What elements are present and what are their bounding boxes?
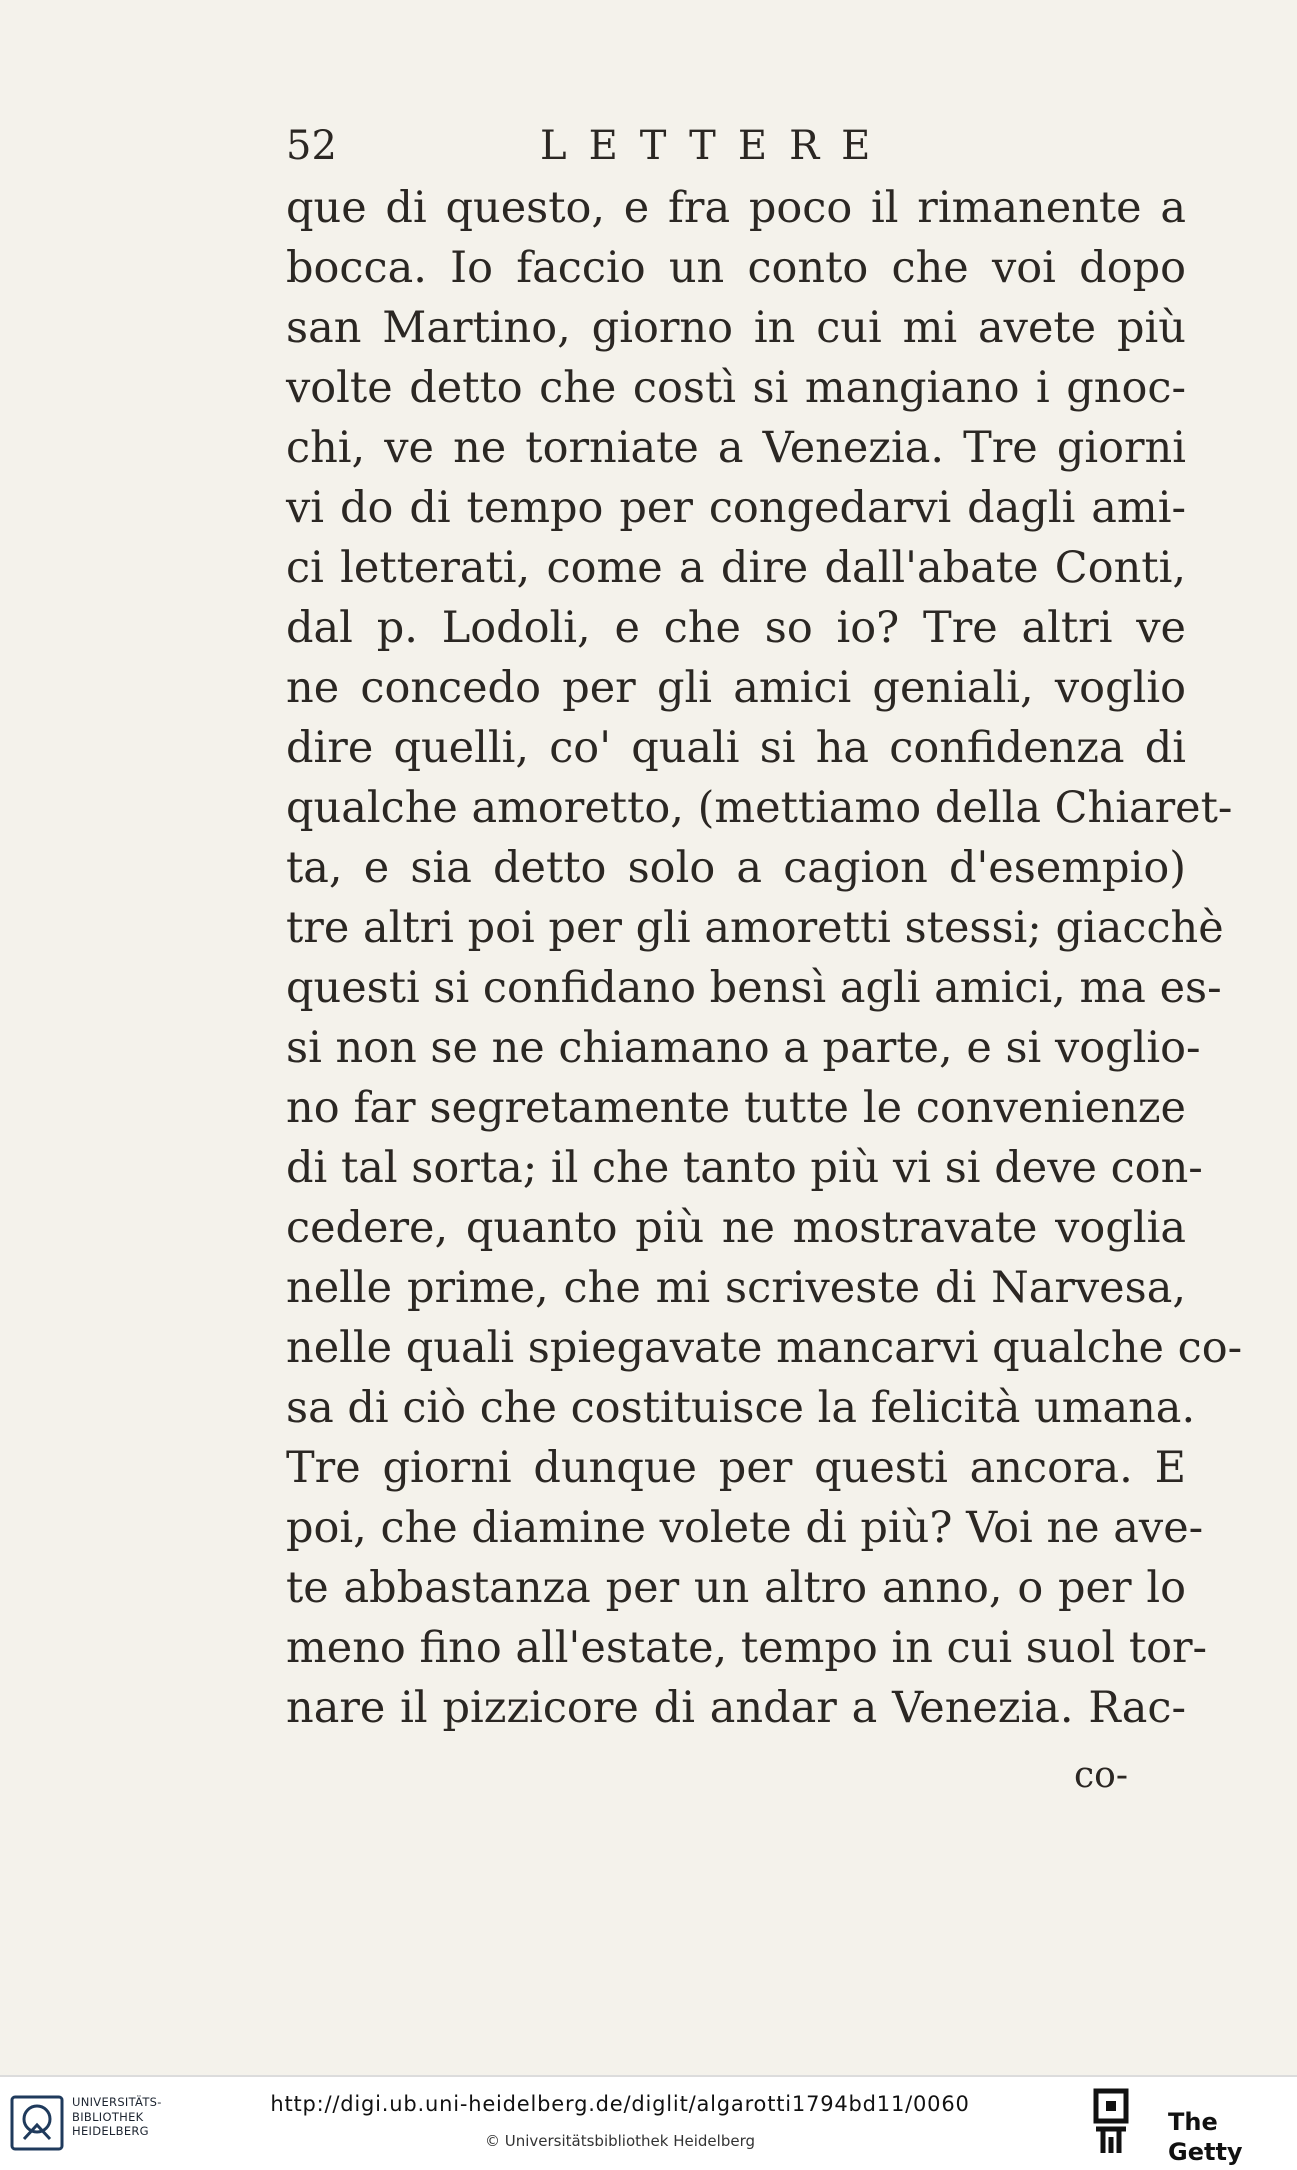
text-line: nare il pizzicore di andar a Venezia. Rac- xyxy=(286,1683,1186,1733)
text-line: di tal sorta; il che tanto più vi si deve con- xyxy=(286,1143,1203,1193)
text-line: questi si confidano bensì agli amici, ma es- xyxy=(286,963,1222,1013)
university-seal-icon xyxy=(10,2095,64,2151)
institution-name xyxy=(72,2095,162,2139)
body-text xyxy=(286,178,1243,1738)
text-line: ne concedo per gli amici geniali, voglio xyxy=(286,663,1186,713)
text-line: ta, e sia detto solo a cagion d'esempio) xyxy=(286,843,1186,893)
institution-line: UNIVERSITÄTS- xyxy=(72,2095,162,2109)
text-line: meno fino all'estate, tempo in cui suol tor- xyxy=(286,1623,1208,1673)
text-line: dire quelli, co' quali si ha confidenza di xyxy=(286,723,1186,773)
text-line: tre altri poi per gli amoretti stessi; giacchè xyxy=(286,903,1224,953)
text-line: que di questo, e fra poco il rimanente a xyxy=(286,183,1186,233)
copyright-notice: © Universitätsbibliothek Heidelberg xyxy=(484,2132,755,2150)
text-line: san Martino, giorno in cui mi avete più xyxy=(286,303,1186,353)
text-line: ci letterati, come a dire dall'abate Conti, xyxy=(286,543,1186,593)
text-line: vi do di tempo per congedarvi dagli ami- xyxy=(286,483,1186,533)
text-line: Tre giorni dunque per questi ancora. E xyxy=(286,1443,1186,1493)
institution-line: BIBLIOTHEK xyxy=(72,2109,144,2124)
running-head: LETTERE xyxy=(540,123,893,169)
text-line: bocca. Io faccio un conto che voi dopo xyxy=(286,243,1186,293)
text-line: dal p. Lodoli, e che so io? Tre altri ve xyxy=(286,603,1186,653)
text-line: cedere, quanto più ne mostravate voglia xyxy=(286,1203,1186,1253)
text-line: te abbastanza per un altro anno, o per lo xyxy=(286,1563,1186,1613)
text-line: sa di ciò che costituisce la felicità umana. xyxy=(286,1383,1196,1433)
text-line: no far segretamente tutte le convenienze xyxy=(286,1083,1186,1133)
permalink-url[interactable]: http://digi.ub.uni-heidelberg.de/diglit/algarotti1794bd11/0060 xyxy=(270,2092,970,2116)
text-line: si non se ne chiamano a parte, e si voglio- xyxy=(286,1023,1201,1073)
text-line: nelle prime, che mi scriveste di Narvesa, xyxy=(286,1263,1186,1313)
text-line: qualche amoretto, (mettiamo della Chiaret- xyxy=(286,783,1233,833)
getty-logo-icon xyxy=(1093,2087,1133,2157)
text-line: chi, ve ne torniate a Venezia. Tre giorni xyxy=(286,423,1186,473)
catchword: co- xyxy=(1074,1755,1128,1796)
page-number: 52 xyxy=(286,123,337,169)
text-line: poi, che diamine volete di più? Voi ne ave- xyxy=(286,1503,1204,1553)
institution-line: HEIDELBERG xyxy=(72,2124,149,2138)
footer-bar xyxy=(0,2075,1297,2170)
text-line: nelle quali spiegavate mancarvi qualche co- xyxy=(286,1323,1243,1373)
getty-label: The Getty xyxy=(1168,2108,1243,2166)
text-line: volte detto che costì si mangiano i gnoc- xyxy=(286,363,1186,413)
